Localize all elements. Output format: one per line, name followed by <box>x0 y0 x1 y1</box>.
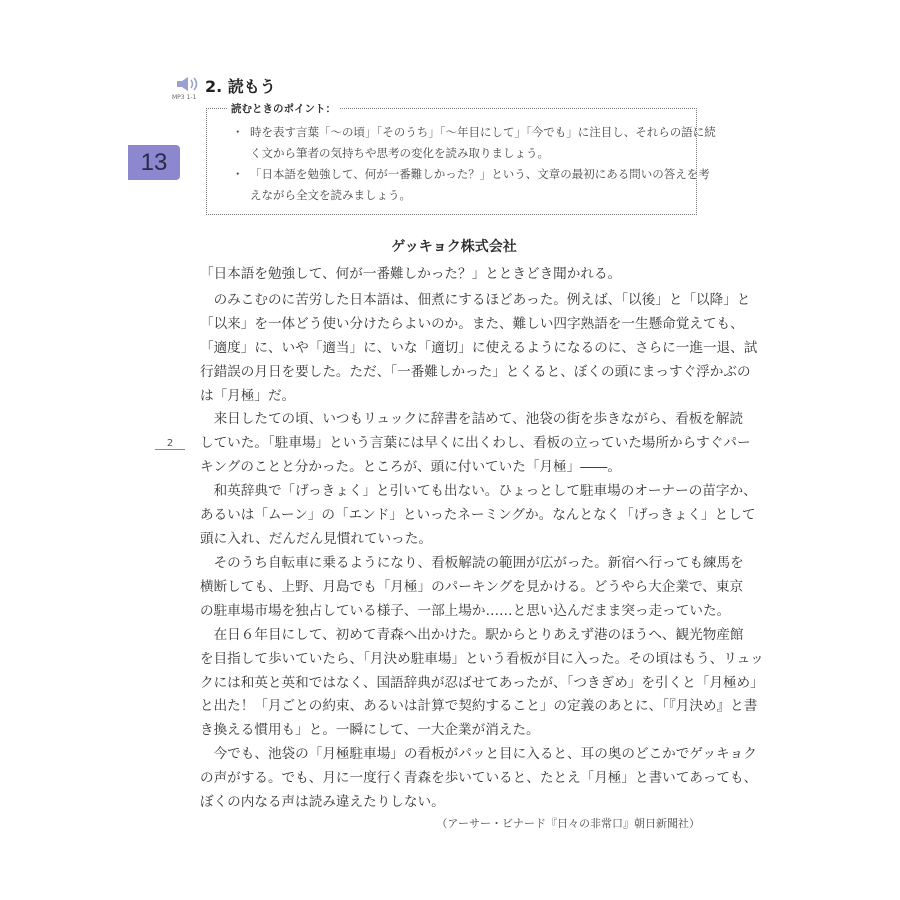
article-line: は「月極」だ。 <box>200 388 296 404</box>
article-line: キングのことと分かった。ところが、頭に付いていた「月極」――。 <box>200 459 621 475</box>
article-line: 「日本語を勉強して、何が一番難しかった？」とときどき聞かれる。 <box>200 266 622 282</box>
article-line: と出た！「月ごとの約束、あるいは計算で契約すること」の定義のあとに、「『月決め』と書 <box>200 698 758 714</box>
audio-track-label: MP3 1-1 <box>172 94 197 101</box>
bullet-text: く文から筆者の気持ちや思考の変化を読み取りましょう。 <box>250 146 549 160</box>
article-line: 行錯誤の月日を要した。ただ、「一番難しかった」とくると、ぼくの頭にまっすぐ浮かぶの <box>200 364 751 380</box>
article-line: ぼくの内なる声は読み違えたりしない。 <box>200 794 445 810</box>
lesson-number-badge: 13 <box>128 145 180 180</box>
article-line: していた。「駐車場」という言葉には早くに出くわし、看板の立っていた場所からすぐパー <box>200 435 751 451</box>
article-line: の声がする。でも、月に一度行く青森を歩いていると、たとえ「月極」と書いてあっても、 <box>200 770 758 786</box>
article-line: 横断しても、上野、月島でも「月極」のパーキングを見かける。どうやら大企業で、東京 <box>200 579 744 595</box>
article-line: 来日したての頃、いつもリュックに辞書を詰めて、池袋の街を歩きながら、看板を解読 <box>200 411 744 427</box>
article-line: 頭に入れ、だんだん見慣れていった。 <box>200 531 432 547</box>
article-line: のみこむのに苦労した日本語は、佃煮にするほどあった。例えば、「以後」と「以降」と <box>200 292 751 308</box>
bullet-text: えながら全文を読みましょう。 <box>250 188 411 202</box>
section-title: 2. 読もう <box>205 77 276 96</box>
reading-points-label: 読むときのポイント： <box>228 101 339 116</box>
article-line: き換える慣用も」と。一瞬にして、一大企業が消えた。 <box>200 722 540 738</box>
speaker-audio-icon[interactable] <box>176 76 202 92</box>
article-line: 在日６年目にして、初めて青森へ出かけた。駅からとりあえず港のほうへ、観光物産館 <box>200 627 744 643</box>
bullet-marker: ・ <box>232 167 244 181</box>
article-line: を目指して歩いていたら、「月決め駐車場」という看板が目に入った。その頃はもう、リュッ <box>200 651 764 667</box>
bullet-text: 時を表す言葉「～の頃」「そのうち」「～年目にして」「今でも」に注目し、それらの語に続 <box>250 125 716 139</box>
article-line: 「適度」に、いや「適当」に、いな「適切」に使えるようになるのに、さらに一進一退、試 <box>200 340 758 356</box>
article-title: ゲッキョク株式会社 <box>391 239 517 255</box>
article-line: 「以来」を一体どう使い分けたらよいのか。また、難しい四字熟語を一生懸命覚えても、 <box>200 316 744 332</box>
bullet-text: 「日本語を勉強して、何が一番難しかった？」という、文章の最初にある問いの答えを考 <box>250 167 710 181</box>
article-line: 今でも、池袋の「月極駐車場」の看板がパッと目に入ると、耳の奥のどこかでゲッキョク <box>200 746 757 762</box>
article-source: （アーサー・ビナード『日々の非常口』朝日新聞社） <box>436 817 700 830</box>
margin-page-number: 2 <box>155 438 185 450</box>
article-line: そのうち自転車に乗るようになり、看板解読の範囲が広がった。新宿へ行っても練馬を <box>200 555 744 571</box>
article-line: 和英辞典で「げっきょく」と引いても出ない。ひょっとして駐車場のオーナーの苗字か、 <box>200 483 757 499</box>
bullet-marker: ・ <box>232 125 244 139</box>
article-line: クには和英と英和ではなく、国語辞典が忍ばせてあったが、「つきぎめ」を引くと「月極め」 <box>200 675 764 691</box>
article-line: の駐車場市場を独占している様子、一部上場か……と思い込んだまま突っ走っていた。 <box>200 603 731 619</box>
article-line: あるいは「ムーン」の「エンド」といったネーミングか。なんとなく「げっきょく」として <box>200 507 756 523</box>
